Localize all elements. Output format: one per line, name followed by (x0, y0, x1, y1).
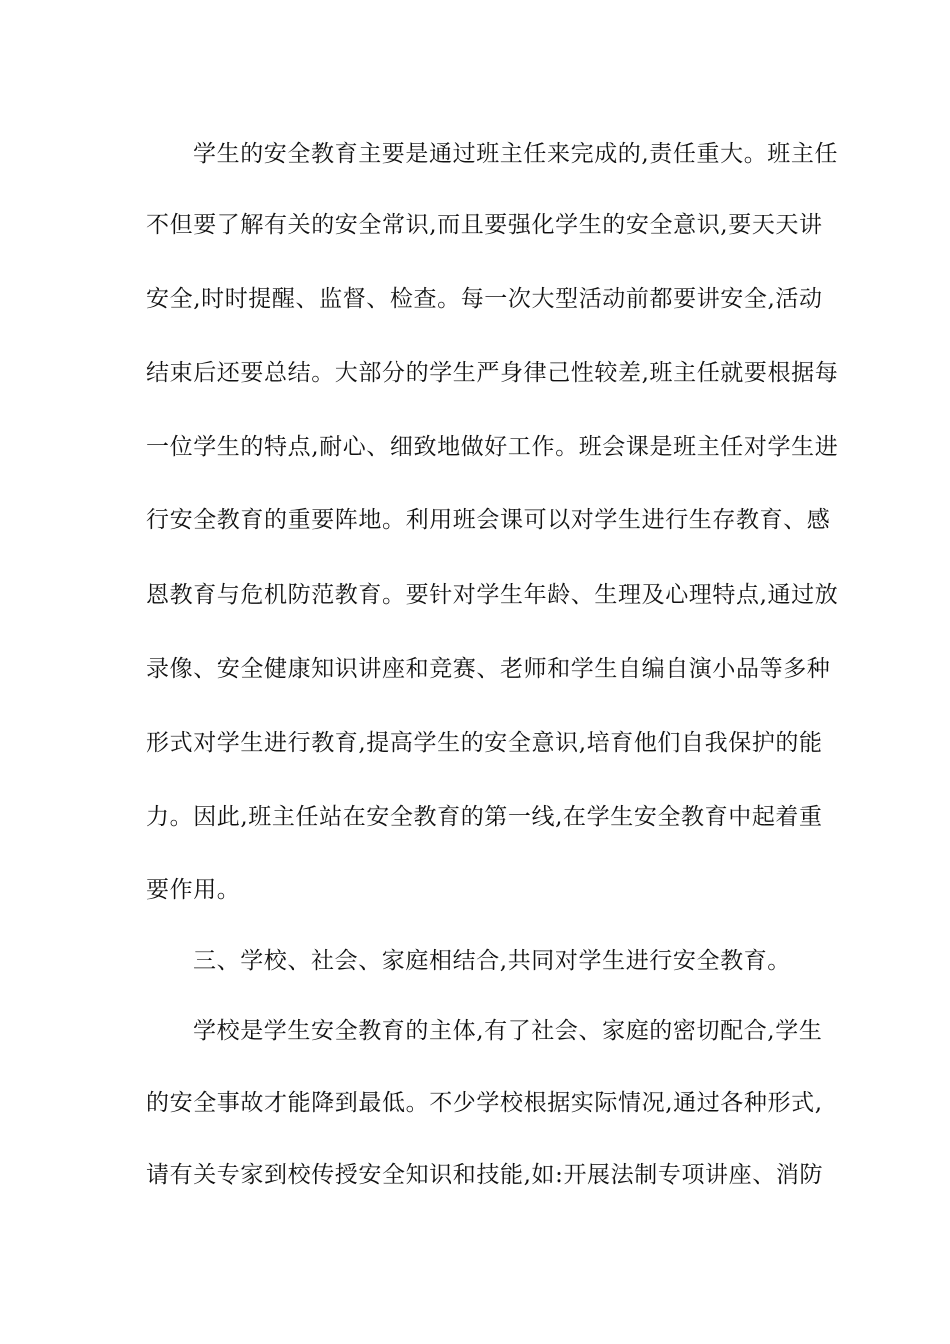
paragraph-line: 恩教育与危机防范教育。要针对学生年龄、生理及心理特点,通过放 (146, 582, 839, 608)
paragraph-line: 录像、安全健康知识讲座和竞赛、老师和学生自编自演小品等多种 (146, 656, 831, 682)
paragraph-line: 力。因此,班主任站在安全教育的第一线,在学生安全教育中起着重 (146, 804, 823, 830)
paragraph-line: 行安全教育的重要阵地。利用班会课可以对学生进行生存教育、感 (146, 507, 831, 533)
paragraph-line: 的安全事故才能降到最低。不少学校根据实际情况,通过各种形式, (146, 1090, 823, 1116)
paragraph-line: 请有关专家到校传授安全知识和技能,如:开展法制专项讲座、消防 (146, 1162, 824, 1188)
paragraph-line: 要作用。 (146, 877, 241, 903)
paragraph-line: 不但要了解有关的安全常识,而且要强化学生的安全意识,要天天讲 (146, 212, 823, 238)
paragraph-line: 安全,时时提醒、监督、检查。每一次大型活动前都要讲安全,活动 (146, 286, 823, 312)
paragraph-line: 一位学生的特点,耐心、细致地做好工作。班会课是班主任对学生进 (146, 434, 839, 460)
paragraph-line: 学校是学生安全教育的主体,有了社会、家庭的密切配合,学生 (193, 1018, 823, 1044)
section-heading: 三、学校、社会、家庭相结合,共同对学生进行安全教育。 (193, 948, 791, 974)
paragraph-line: 形式对学生进行教育,提高学生的安全意识,培育他们自我保护的能 (146, 730, 823, 756)
paragraph-line: 学生的安全教育主要是通过班主任来完成的,责任重大。班主任 (193, 141, 839, 167)
paragraph-line: 结束后还要总结。大部分的学生严身律己性较差,班主任就要根据每 (146, 360, 839, 386)
